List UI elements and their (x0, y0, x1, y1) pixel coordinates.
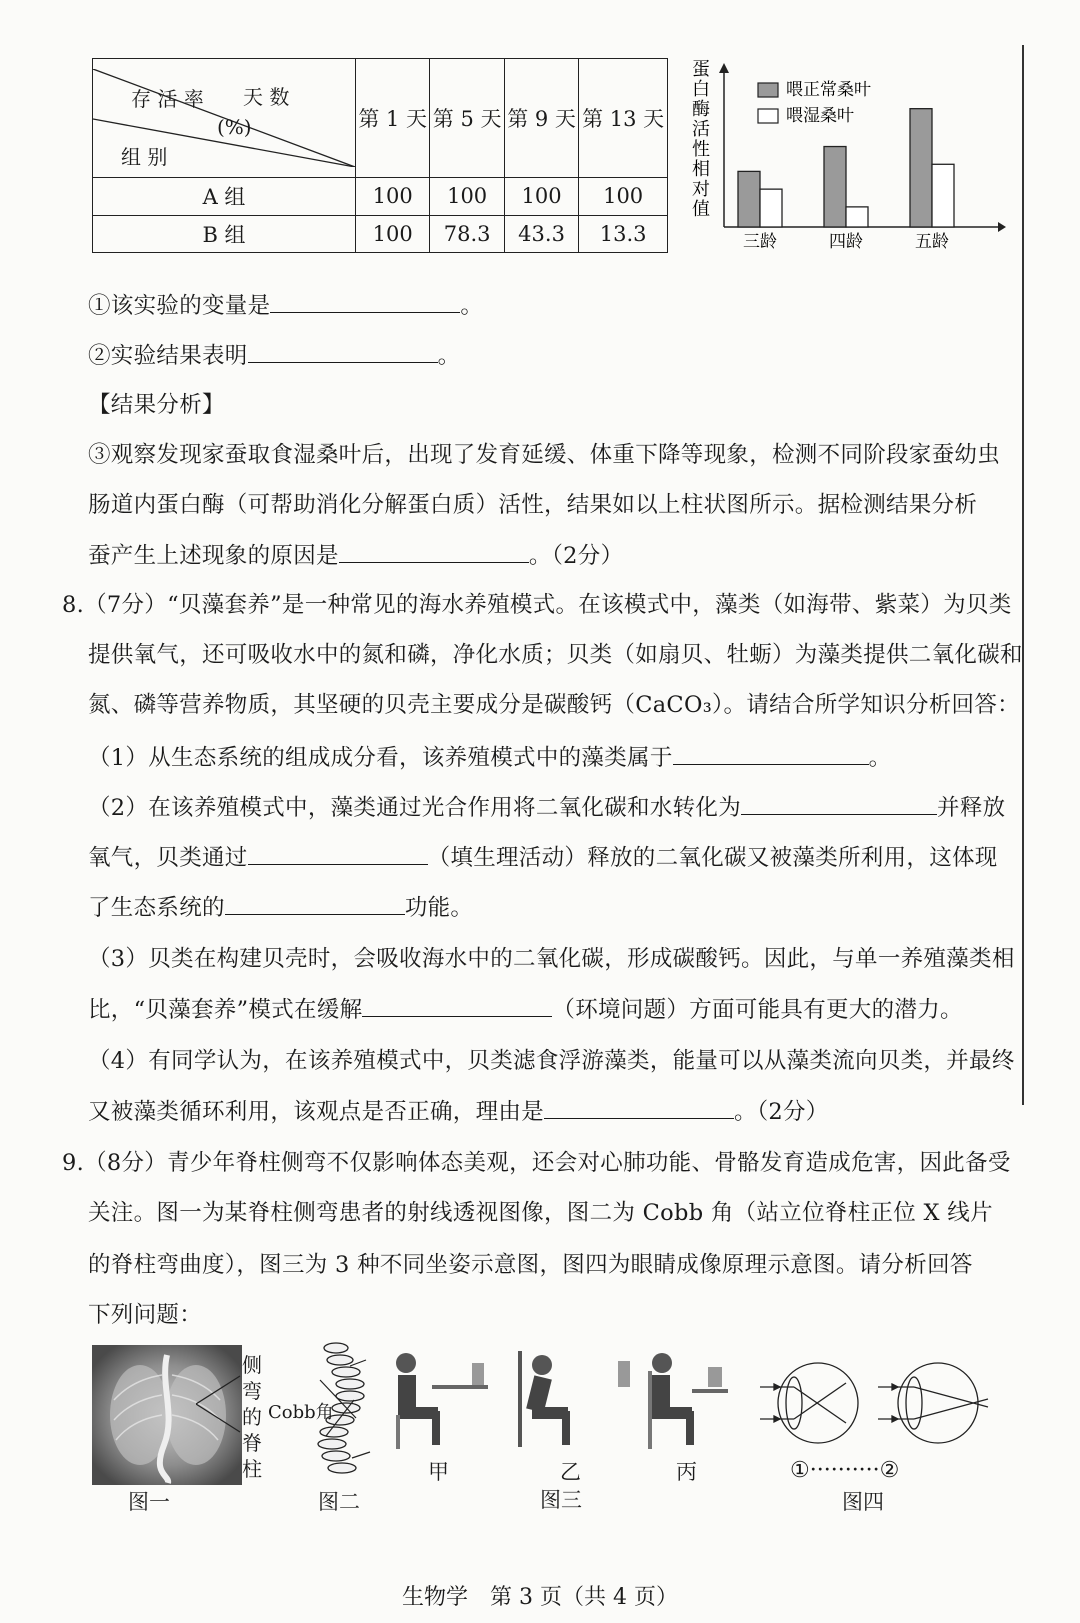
header-days: 天 数 (243, 85, 290, 110)
q8-part2-end: 并释放 (937, 795, 1006, 821)
analysis-heading: 【结果分析】 (88, 392, 225, 418)
table-row (93, 215, 668, 252)
q9-stem-line1: 9.（8分）青少年脊柱侧弯不仅影响体态美观，还会对心肺功能、骨骼发育造成危害，因此备受 (62, 1150, 1011, 1176)
q7-part3-line2: 肠道内蛋白酶（可帮助消化分解蛋白质）活性，结果如以上柱状图所示。据检测结果分析 (88, 492, 978, 518)
figure-4-eye-diagrams (760, 1355, 1005, 1455)
eye-diagram-1 (760, 1363, 858, 1443)
posture-bing (648, 1353, 728, 1449)
q8-part1-text: （1）从生态系统的组成成分看，该养殖模式中的藻类属于 (88, 745, 673, 771)
q8-part2-text: （2）在该养殖模式中，藻类通过光合作用将二氧化碳和水转化为 (88, 795, 742, 821)
y-axis-arrow (719, 63, 729, 73)
q8-part2-line2 (88, 842, 1028, 873)
figure-3-postures (392, 1345, 732, 1455)
cell-value: 100 (579, 178, 668, 215)
legend-swatch (758, 109, 778, 123)
cell-value: 43.3 (504, 215, 578, 252)
answer-blank[interactable] (673, 742, 869, 765)
cell-value: 100 (356, 178, 430, 215)
q8-part3-line1: （3）贝类在构建贝壳时，会吸收海水中的二氧化碳，形成碳酸钙。因此，与单一养殖藻类相 (88, 946, 1015, 972)
answer-blank[interactable] (544, 1096, 734, 1119)
protease-activity-chart (680, 55, 1010, 255)
posture-label-jia: 甲 (428, 1460, 449, 1484)
table-row (93, 178, 668, 215)
q7-part1-end: 。 (460, 293, 484, 319)
cell-value: 100 (356, 215, 430, 252)
q8-stem-line1: 8.（7分）“贝藻套养”是一种常见的海水养殖模式。在该模式中，藻类（如海带、紫菜）为贝类 (62, 592, 1012, 618)
q8-stem-line2: 提供氧气，还可吸收水中的氮和磷，净化水质；贝类（如扇贝、牡蛎）为藻类提供二氧化碳和 (88, 642, 1023, 668)
cobb-angle-label: Cobb角 (268, 1402, 334, 1423)
q7-part3-text: 蚕产生上述现象的原因是 (88, 543, 339, 569)
q7-part2 (88, 340, 1028, 371)
diagonal-header-cell (93, 59, 356, 178)
legend-swatch (758, 83, 778, 97)
survival-rate-table (92, 58, 668, 253)
cell-value: 100 (430, 178, 504, 215)
q9-stem-line4: 下列问题： (88, 1302, 203, 1328)
figure-1-pointer-lines (196, 1360, 246, 1450)
column-header: 第 5 天 (430, 59, 504, 178)
eye-label-2: ② (879, 1458, 900, 1483)
q8-part3-text: 比，“贝藻套养”模式在缓解 (88, 997, 363, 1023)
figure-2-caption: 图二 (318, 1490, 360, 1514)
header-group: 组 别 (121, 145, 168, 170)
bar-五龄-喂正常桑叶 (910, 109, 932, 227)
answer-blank[interactable] (248, 842, 428, 865)
answer-blank[interactable] (362, 994, 552, 1017)
legend-label: 喂正常桑叶 (786, 80, 871, 100)
figure-4-labels (790, 1458, 899, 1483)
page-footer: 生物学 第 3 页（共 4 页） (402, 1585, 678, 1610)
posture-jia (396, 1353, 488, 1449)
q8-part4-line1: （4）有同学认为，在该养殖模式中，贝类滤食浮游藻类，能量可以从藻类流向贝类，并最终 (88, 1048, 1015, 1074)
q8-part2c-end: 功能。 (404, 895, 474, 921)
posture-label-yi: 乙 (560, 1460, 581, 1484)
posture-yi (518, 1351, 630, 1447)
bar-三龄-喂湿桑叶 (760, 189, 782, 227)
q8-part4-line2 (88, 1096, 1028, 1127)
column-header: 第 9 天 (504, 59, 578, 178)
bar-四龄-喂湿桑叶 (846, 207, 868, 227)
answer-blank[interactable] (741, 792, 937, 815)
cell-value: 78.3 (430, 215, 504, 252)
q7-part3-end: 。（2分） (528, 543, 624, 569)
answer-blank[interactable] (248, 340, 438, 363)
q8-part2c-text: 了生态系统的 (88, 895, 225, 921)
posture-label-bing: 丙 (676, 1460, 697, 1484)
header-unit: (%) (217, 115, 252, 140)
q8-part4-text: 又被藻类循环利用，该观点是否正确，理由是 (88, 1099, 545, 1125)
eye-diagram-2 (878, 1363, 988, 1443)
figure-1-label: 侧弯的脊柱 (242, 1353, 262, 1481)
cell-value: 13.3 (579, 215, 668, 252)
q7-part2-text: ②实验结果表明 (88, 343, 248, 369)
bar-三龄-喂正常桑叶 (738, 171, 760, 227)
q7-part3-line1: ③观察发现家蚕取食湿桑叶后，出现了发育延缓、体重下降等现象，检测不同阶段家蚕幼虫 (88, 442, 1001, 468)
q8-part2-line3 (88, 892, 1028, 923)
q9-stem-line2: 关注。图一为某脊柱侧弯患者的射线透视图像，图二为 Cobb 角（站立位脊柱正位 X 线片 (88, 1200, 993, 1226)
column-header: 第 1 天 (356, 59, 430, 178)
figure-4-caption: 图四 (842, 1490, 884, 1514)
q7-part2-end: 。 (437, 343, 461, 369)
x-tick-label: 三龄 (743, 232, 777, 252)
q7-part3-line3 (88, 540, 1028, 571)
q8-part3-line2 (88, 994, 1028, 1025)
q8-part2b-text: 氧气，贝类通过 (88, 845, 248, 871)
q8-part2b-end: （填生理活动）释放的二氧化碳又被藻类所利用，这体现 (427, 845, 998, 871)
legend-label: 喂湿桑叶 (786, 106, 854, 126)
x-axis-arrow (998, 222, 1006, 232)
figure-3-caption: 图三 (540, 1488, 582, 1512)
x-tick-label: 四龄 (829, 232, 863, 252)
q7-part1 (88, 290, 1028, 321)
q8-part2-line1 (88, 792, 1028, 823)
figure-1-caption: 图一 (128, 1490, 170, 1514)
eye-label-dots: ·········· (809, 1458, 880, 1483)
column-header: 第 13 天 (579, 59, 668, 178)
chart-ylabel: 蛋白酶活性相对值 (692, 59, 710, 220)
answer-blank[interactable] (225, 892, 405, 915)
q8-part1-end: 。 (868, 745, 892, 771)
x-tick-label: 五龄 (915, 232, 949, 252)
q8-part4-end: 。（2分） (734, 1099, 829, 1125)
bar-五龄-喂湿桑叶 (932, 164, 954, 227)
cell-value: 100 (504, 178, 578, 215)
q7-part1-text: ①该实验的变量是 (88, 293, 271, 319)
q9-stem-line3: 的脊柱弯曲度），图三为 3 种不同坐姿示意图，图四为眼睛成像原理示意图。请分析回答 (88, 1252, 973, 1278)
answer-blank[interactable] (339, 540, 529, 563)
q8-stem-line3: 氮、磷等营养物质，其坚硬的贝壳主要成分是碳酸钙（CaCO₃）。请结合所学知识分析回答： (88, 692, 1020, 718)
bar-四龄-喂正常桑叶 (824, 147, 846, 227)
eye-label-1: ① (790, 1458, 810, 1483)
answer-blank[interactable] (270, 290, 460, 313)
q8-part3-end: （环境问题）方面可能具有更大的潜力。 (552, 997, 963, 1023)
table-header-row (93, 59, 668, 178)
header-rate: 存 活 率 (131, 87, 204, 112)
row-group: A 组 (93, 178, 356, 215)
row-group: B 组 (93, 215, 356, 252)
q8-part1 (88, 742, 1028, 773)
